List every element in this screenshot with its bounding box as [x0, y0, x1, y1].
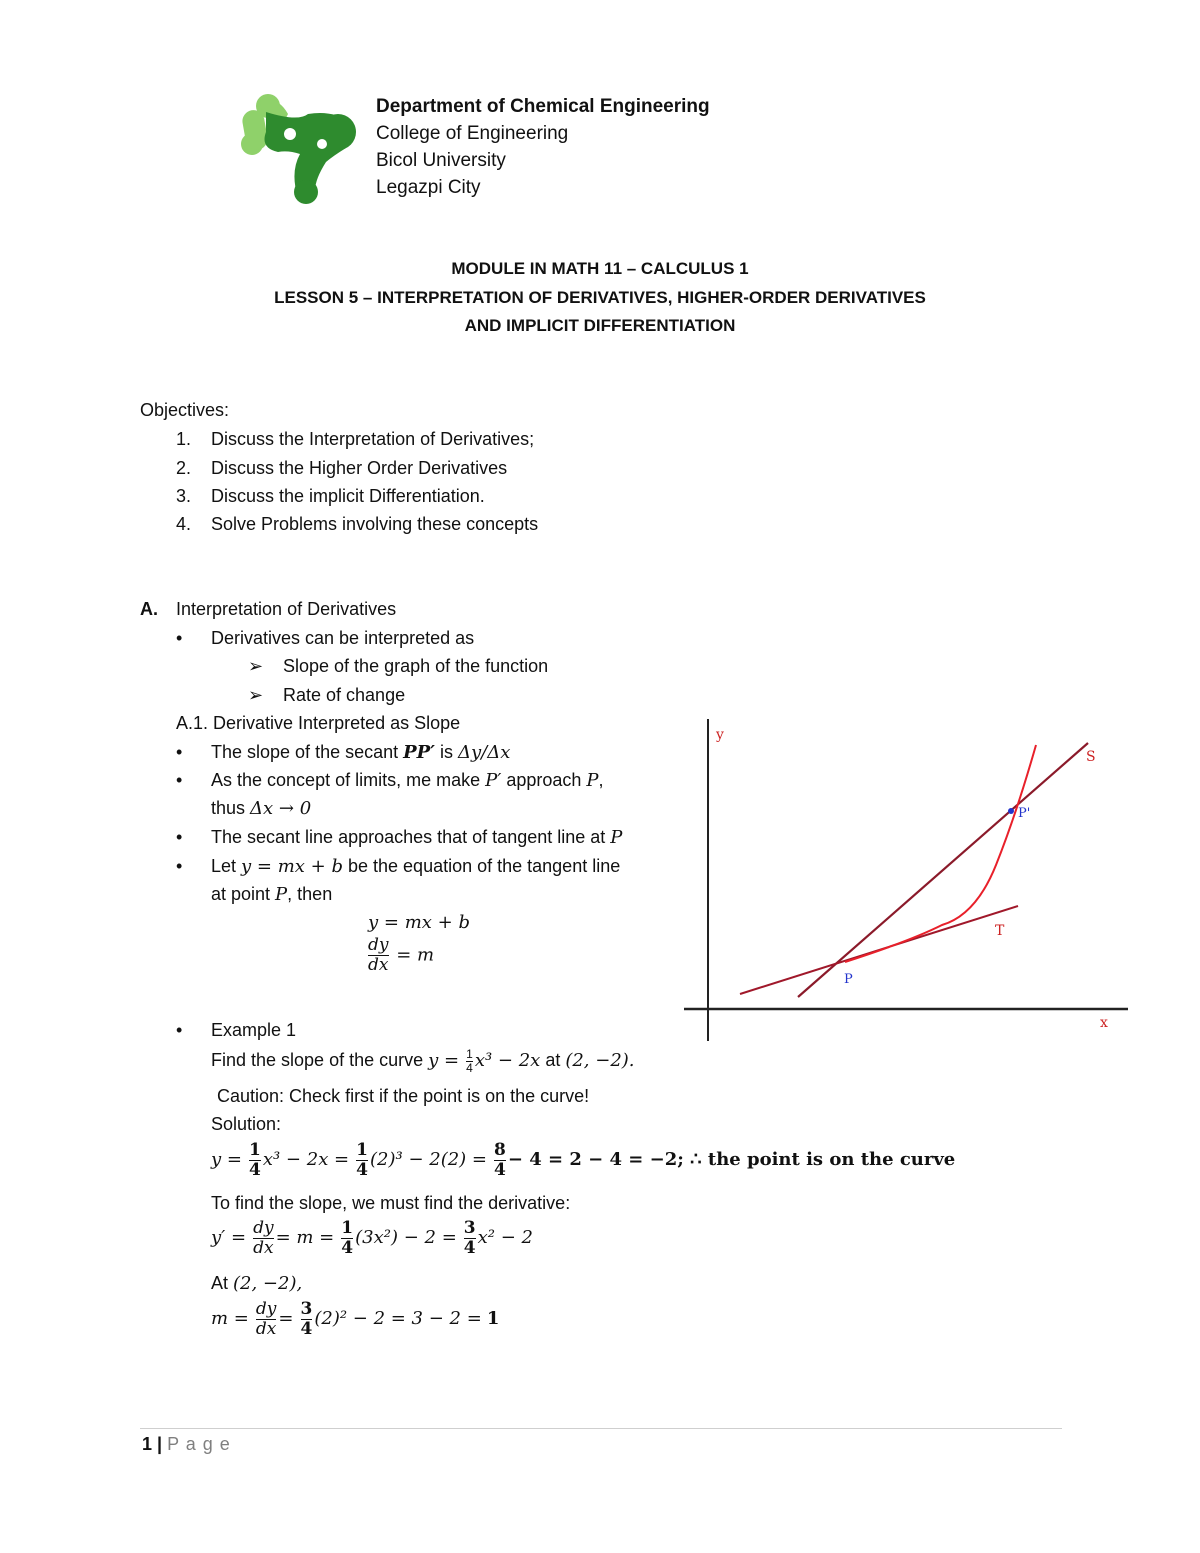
university-name: Bicol University — [376, 150, 506, 171]
bullet-let-cont: at point P, then — [211, 884, 333, 905]
arrow-item-rate: Rate of change — [283, 685, 406, 705]
bullet-dot: • — [176, 827, 183, 847]
x-axis-label: x — [1100, 1015, 1108, 1031]
objective-num: 1. — [176, 429, 192, 449]
objective-item: Discuss the implicit Differentiation. — [211, 486, 485, 506]
department-logo — [238, 92, 363, 207]
objective-item: Solve Problems involving these concepts — [211, 514, 539, 534]
arrow-bullet-icon: ➢ — [248, 656, 264, 676]
point-p-prime — [1008, 808, 1014, 814]
caution-note: Caution: Check first if the point is on the curve! — [217, 1086, 590, 1106]
footer-rule — [140, 1428, 1062, 1429]
objective-item: Discuss the Higher Order Derivatives — [211, 458, 508, 478]
solution-label: Solution: — [211, 1114, 282, 1134]
objective-num: 4. — [176, 514, 192, 534]
find-slope-text: To find the slope, we must find the derivative: — [211, 1193, 571, 1213]
page-separator: | — [157, 1434, 163, 1454]
bullet-tangent: The secant line approaches that of tangent line at P — [211, 827, 623, 848]
bullet-dot: • — [176, 742, 183, 762]
college-name: College of Engineering — [376, 123, 569, 144]
solution-step-1: y = $\frac{1}{4}$ x³ − 2x = $\frac{1}{4}$ (2)³ − 2(2) = $\frac{8}{4}$ − 4 = 2 − 4 = −2; ∴ the point is on the curve — [211, 1139, 956, 1180]
bullet-dot: • — [176, 856, 183, 876]
example-title: Example 1 — [211, 1020, 297, 1040]
section-title: Interpretation of Derivatives — [176, 599, 397, 619]
secant-label: S — [1086, 749, 1096, 765]
page-word: P a g e — [167, 1434, 231, 1454]
bullet-dot: • — [176, 1020, 183, 1040]
solution-step-3: m = $\frac{dy}{dx}$ = $\frac{3}{4}$ (2)² − 2 = 3 − 2 = 1 — [211, 1298, 500, 1339]
solution-step-2: y′ = $\frac{dy}{dx}$ = m = $\frac{1}{4}$ (3x²) − 2 = $\frac{3}{4}$ x² − 2 — [211, 1217, 533, 1258]
bullet-dot: • — [176, 770, 183, 790]
bullet-secant: The slope of the secant PP′ is Δy/Δx — [211, 742, 511, 763]
bullet-limit-cont: thus Δx → 0 — [211, 798, 312, 819]
secant-tangent-figure — [680, 715, 1140, 1045]
module-title: MODULE IN MATH 11 – CALCULUS 1 — [451, 259, 749, 278]
bullet-limit: As the concept of limits, me make P′ approach P, — [211, 770, 604, 791]
objective-num: 3. — [176, 486, 192, 506]
objective-item: Discuss the Interpretation of Derivatives; — [211, 429, 535, 449]
y-axis-label: y — [716, 727, 724, 743]
secant-line-s — [798, 743, 1088, 997]
department-name: Department of Chemical Engineering — [376, 96, 710, 117]
section-letter: A. — [140, 599, 158, 619]
arrow-bullet-icon: ➢ — [248, 685, 264, 705]
bullet-let: Let y = mx + b be the equation of the tangent line — [211, 856, 621, 877]
at-point-text: At (2, −2), — [211, 1273, 303, 1294]
subsection-title: A.1. Derivative Interpreted as Slope — [176, 713, 461, 733]
bullet-dot: • — [176, 628, 183, 648]
tangent-label: T — [995, 923, 1005, 939]
objectives-label: Objectives: — [140, 400, 230, 420]
equation-derivative: $\frac{dy}{dx}$ = m — [368, 935, 435, 975]
point-p-label: P — [844, 972, 853, 987]
objective-num: 2. — [176, 458, 192, 478]
arrow-item-slope: Slope of the graph of the function — [283, 656, 549, 676]
point-p-prime-label: P' — [1018, 806, 1031, 821]
equation-line: y = mx + b — [368, 912, 470, 933]
page-number: 1 — [142, 1434, 153, 1454]
lesson-title-cont: AND IMPLICIT DIFFERENTIATION — [464, 316, 736, 335]
example-problem: Find the slope of the curve y = $\frac{1}{4}$ x³ − 2x at (2, −2). — [211, 1046, 635, 1075]
footer-page — [142, 1432, 231, 1456]
lesson-title: LESSON 5 – INTERPRETATION OF DERIVATIVES, HIGHER-ORDER DERIVATIVES — [274, 288, 926, 307]
bullet-interpreted: Derivatives can be interpreted as — [211, 628, 475, 648]
city-name: Legazpi City — [376, 177, 481, 198]
